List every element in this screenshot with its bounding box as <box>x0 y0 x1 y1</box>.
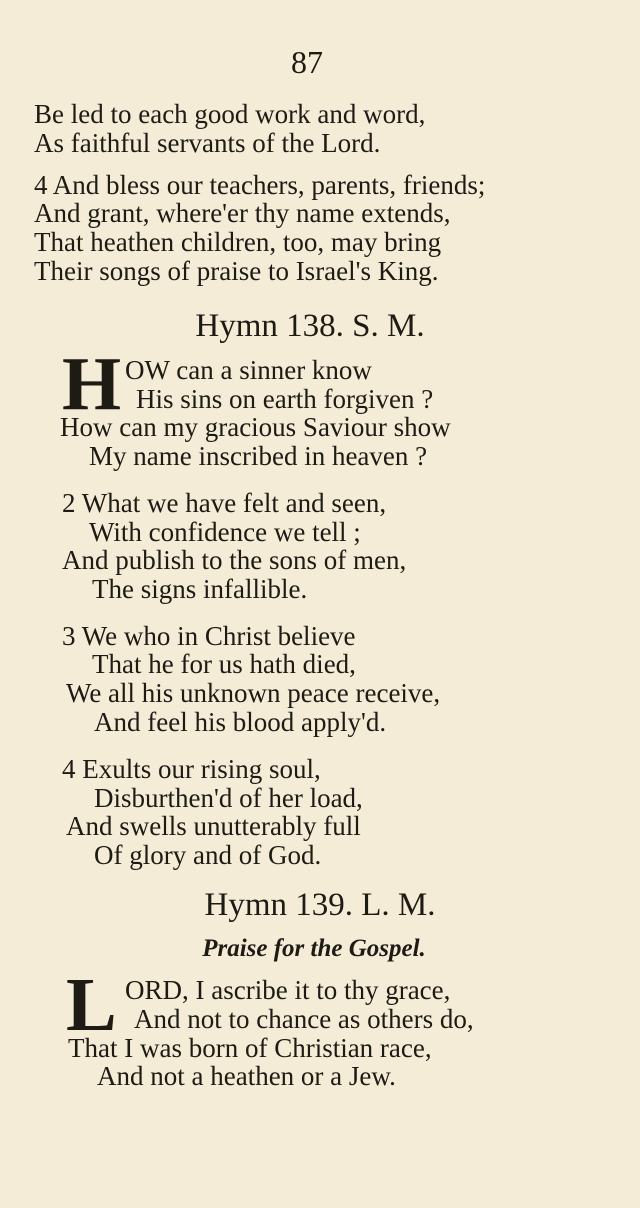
continued-line-1: Be led to each good work and word, <box>34 99 426 129</box>
stanza-line: And publish to the sons of men, <box>62 545 407 575</box>
stanza-line: 2 What we have felt and seen, <box>62 488 387 518</box>
stanza-line: Of glory and of God. <box>94 840 322 870</box>
stanza-line: And not to chance as others do, <box>134 1004 474 1034</box>
stanza-line: That he for us hath died, <box>92 649 356 679</box>
stanza-line: That I was born of Christian race, <box>68 1033 432 1063</box>
stanza-line: The signs infallible. <box>92 574 308 604</box>
stanza-line: ORD, I ascribe it to thy grace, <box>125 975 451 1005</box>
hymn-138-dropcap: H <box>62 342 121 426</box>
stanza-line: And not a heathen or a Jew. <box>97 1061 396 1091</box>
stanza-line: And feel his blood apply'd. <box>94 707 387 737</box>
stanza-line: 3 We who in Christ believe <box>62 621 356 651</box>
stanza-line: OW can a sinner know <box>125 355 372 385</box>
stanza-line: That heathen children, too, may bring <box>34 227 442 257</box>
continued-line-2: As faithful servants of the Lord. <box>34 128 381 158</box>
stanza-line: We all his unknown peace receive, <box>66 678 441 708</box>
stanza-line: My name inscribed in heaven ? <box>89 441 428 471</box>
hymn-139-title: Hymn 139. L. M. <box>204 887 436 923</box>
stanza-line: 4 Exults our rising soul, <box>62 754 321 784</box>
stanza-line: With confidence we tell ; <box>89 517 361 547</box>
hymn-139-dropcap: L <box>66 963 116 1047</box>
page-number: 87 <box>291 44 323 80</box>
stanza-line: And grant, where'er thy name extends, <box>34 198 451 228</box>
hymn-139-subtitle: Praise for the Gospel. <box>202 935 426 962</box>
stanza-line: Their songs of praise to Israel's King. <box>34 256 439 286</box>
stanza-line: 4 And bless our teachers, parents, friends; <box>34 170 486 200</box>
stanza-line: How can my gracious Saviour show <box>60 412 451 442</box>
hymn-138-title: Hymn 138. S. M. <box>195 308 425 344</box>
stanza-line: His sins on earth forgiven ? <box>136 384 434 414</box>
stanza-line: And swells unutterably full <box>66 811 361 841</box>
stanza-line: Disburthen'd of her load, <box>94 783 363 813</box>
